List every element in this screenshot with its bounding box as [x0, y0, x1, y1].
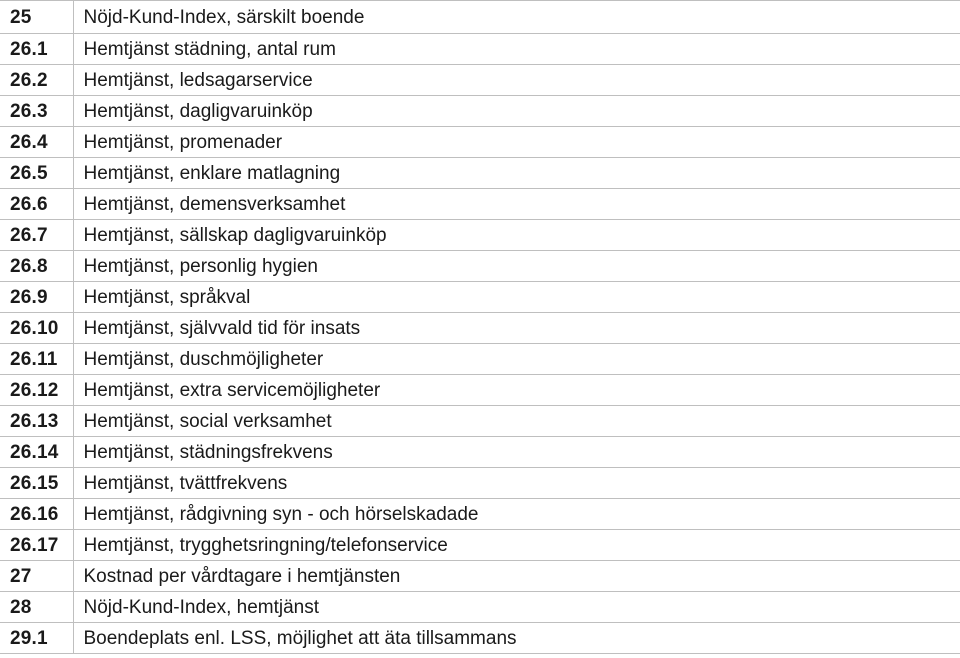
row-number: 26.16 [0, 499, 73, 530]
table-row [0, 189, 960, 220]
table-row [0, 1, 960, 34]
table-row [0, 530, 960, 561]
row-number: 26.10 [0, 313, 73, 344]
row-number: 26.3 [0, 96, 73, 127]
row-label: Hemtjänst, språkval [73, 282, 960, 313]
row-number: 26.12 [0, 375, 73, 406]
row-label: Hemtjänst, rådgivning syn - och hörselskadade [73, 499, 960, 530]
row-number: 26.8 [0, 251, 73, 282]
row-number: 29.1 [0, 623, 73, 654]
row-label: Boendeplats enl. LSS, möjlighet att äta tillsammans [73, 623, 960, 654]
row-number: 26.11 [0, 344, 73, 375]
row-label: Hemtjänst, ledsagarservice [73, 65, 960, 96]
table-row [0, 251, 960, 282]
row-label: Hemtjänst, demensverksamhet [73, 189, 960, 220]
row-label: Hemtjänst, promenader [73, 127, 960, 158]
table-row [0, 623, 960, 654]
row-number: 28 [0, 592, 73, 623]
table-row [0, 34, 960, 65]
row-label: Hemtjänst, enklare matlagning [73, 158, 960, 189]
table-row [0, 499, 960, 530]
indicator-table-body [0, 1, 960, 654]
table-row [0, 282, 960, 313]
row-number: 26.9 [0, 282, 73, 313]
table-row [0, 468, 960, 499]
row-number: 26.4 [0, 127, 73, 158]
row-label: Nöjd-Kund-Index, särskilt boende [73, 1, 960, 34]
row-label: Hemtjänst, extra servicemöjligheter [73, 375, 960, 406]
row-label: Hemtjänst, dagligvaruinköp [73, 96, 960, 127]
table-row [0, 437, 960, 468]
row-label: Hemtjänst, personlig hygien [73, 251, 960, 282]
row-number: 26.1 [0, 34, 73, 65]
table-row [0, 561, 960, 592]
row-label: Hemtjänst, städningsfrekvens [73, 437, 960, 468]
row-label: Hemtjänst, social verksamhet [73, 406, 960, 437]
table-row [0, 127, 960, 158]
row-label: Hemtjänst städning, antal rum [73, 34, 960, 65]
row-label: Hemtjänst, självvald tid för insats [73, 313, 960, 344]
row-number: 26.7 [0, 220, 73, 251]
table-row [0, 406, 960, 437]
row-number: 25 [0, 1, 73, 34]
row-label: Hemtjänst, trygghetsringning/telefonservice [73, 530, 960, 561]
table-row [0, 158, 960, 189]
table-row [0, 96, 960, 127]
table-row [0, 313, 960, 344]
row-label: Nöjd-Kund-Index, hemtjänst [73, 592, 960, 623]
row-number: 26.14 [0, 437, 73, 468]
table-row [0, 375, 960, 406]
row-label: Hemtjänst, tvättfrekvens [73, 468, 960, 499]
table-row [0, 344, 960, 375]
row-number: 26.15 [0, 468, 73, 499]
row-number: 26.17 [0, 530, 73, 561]
row-label: Hemtjänst, sällskap dagligvaruinköp [73, 220, 960, 251]
table-row [0, 220, 960, 251]
row-number: 26.6 [0, 189, 73, 220]
row-label: Hemtjänst, duschmöjligheter [73, 344, 960, 375]
row-number: 26.5 [0, 158, 73, 189]
table-row [0, 592, 960, 623]
row-number: 26.2 [0, 65, 73, 96]
row-label: Kostnad per vårdtagare i hemtjänsten [73, 561, 960, 592]
table-row [0, 65, 960, 96]
row-number: 26.13 [0, 406, 73, 437]
row-number: 27 [0, 561, 73, 592]
